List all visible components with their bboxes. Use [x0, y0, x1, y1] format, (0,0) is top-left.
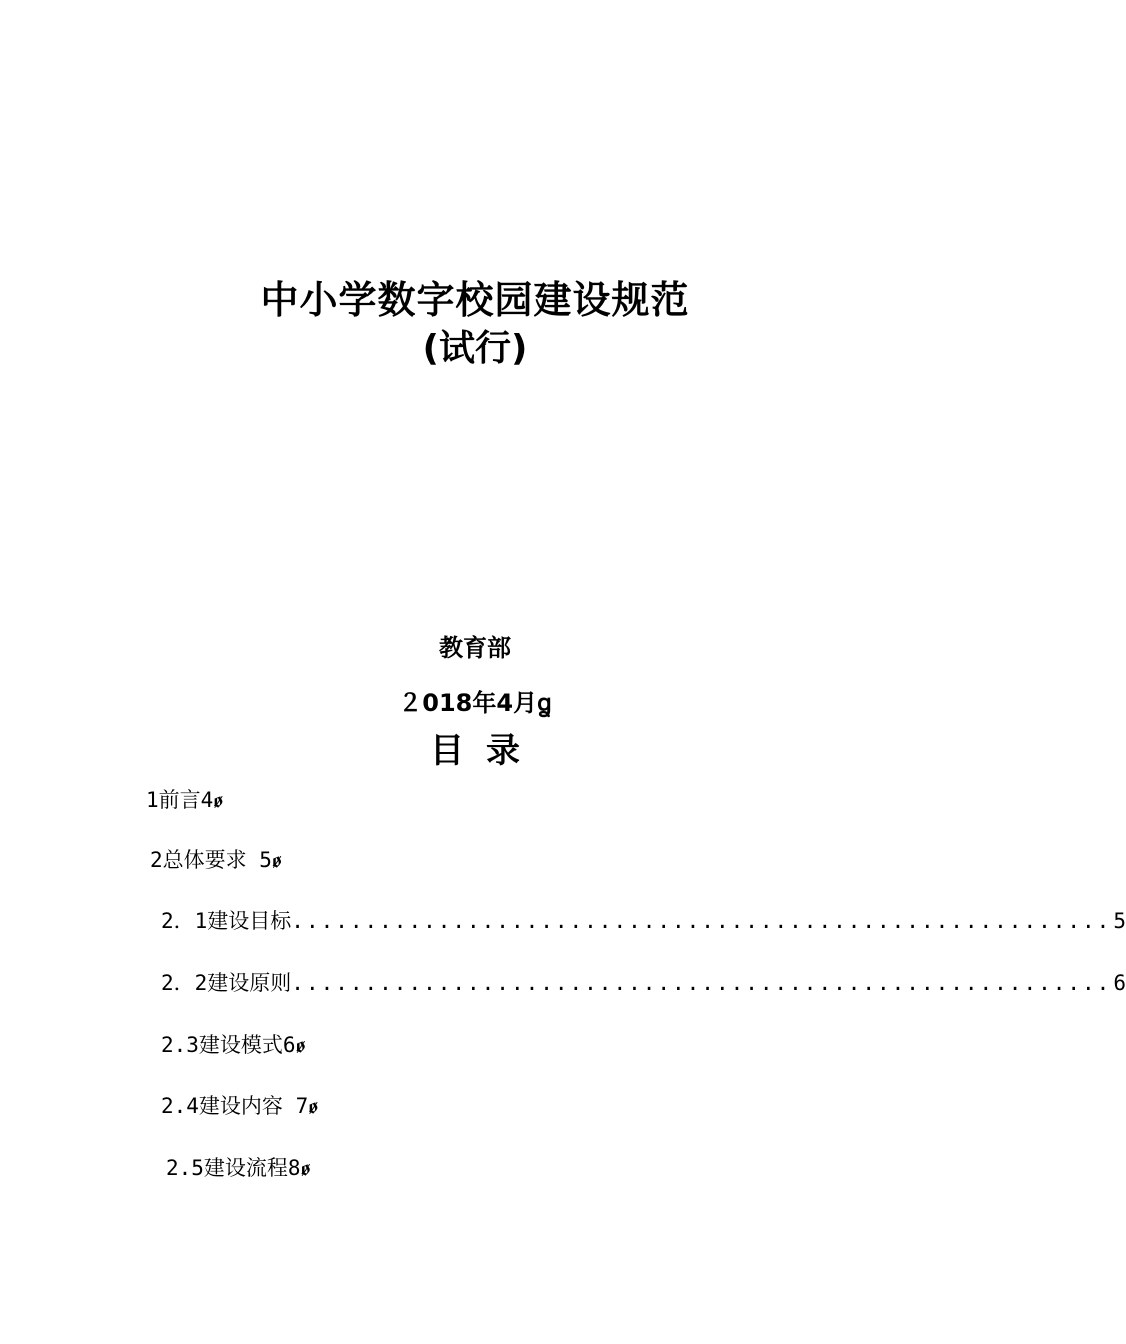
toc-entry-label: 2．1建设目标: [161, 909, 292, 933]
document-title: 中小学数字校园建设规范: [260, 278, 690, 322]
issue-date: ２018年4月ꬶ: [398, 689, 552, 717]
toc-entry[interactable]: 2总体要求 5ꬾ: [150, 848, 282, 872]
toc-leader: ........................................................: [291, 909, 1112, 933]
toc-entry[interactable]: 2.3建设模式6ꬾ: [161, 1033, 306, 1057]
toc-entry[interactable]: 2.5建设流程8ꬾ: [166, 1156, 311, 1180]
toc-entry[interactable]: [161, 907, 1126, 935]
issuer: 教育部: [439, 634, 511, 662]
document-subtitle: (试行): [422, 328, 528, 369]
toc-entry[interactable]: 2.4建设内容 7ꬾ: [161, 1094, 318, 1118]
toc-entry-label: 2．2建设原则: [161, 971, 292, 995]
toc-entry[interactable]: 1前言4ꬾ: [146, 788, 223, 812]
toc-heading: 目录: [430, 731, 542, 771]
toc-page-number: 5: [1113, 909, 1126, 933]
toc-page-number: 6: [1113, 971, 1126, 995]
toc-entry[interactable]: [161, 969, 1126, 997]
toc-leader: ........................................................: [291, 971, 1112, 995]
